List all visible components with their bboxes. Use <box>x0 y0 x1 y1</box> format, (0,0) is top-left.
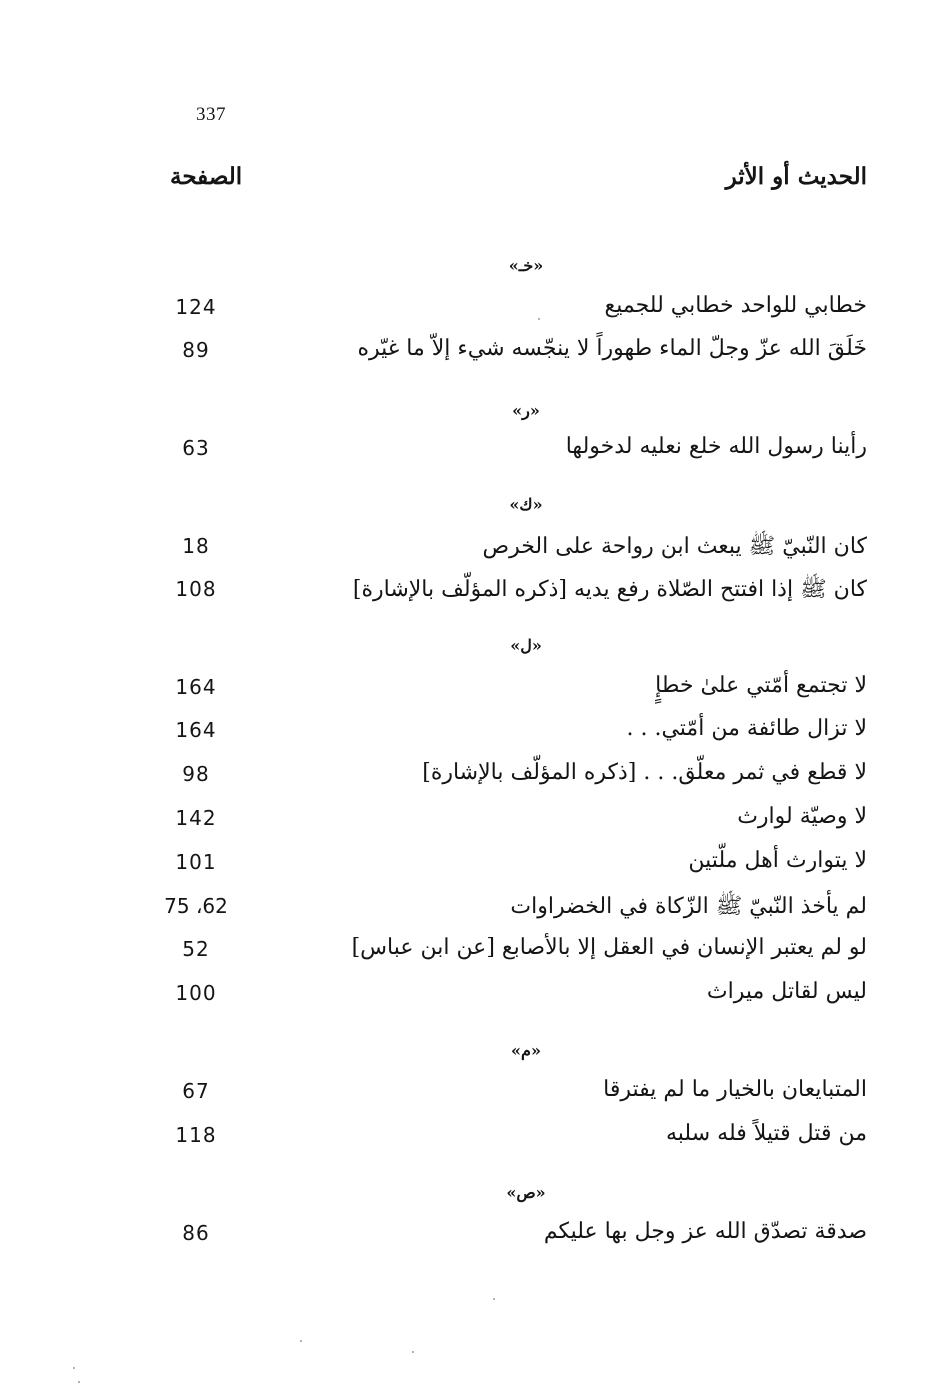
hadith-text: ليس لقاتل ميراث <box>706 979 867 1004</box>
page-reference: 52 <box>182 937 210 961</box>
scan-speck <box>412 1351 414 1353</box>
scan-speck <box>300 1340 302 1342</box>
hadith-text: لا قطع في ثمر معلّق. . . [ذكره المؤلّف بالإشارة] <box>422 760 867 785</box>
page-reference: 75 ،62 <box>164 894 228 918</box>
page-reference: 86 <box>182 1221 210 1245</box>
list-item <box>0 935 933 973</box>
section-letter: «ك» <box>509 495 543 514</box>
list-item <box>0 716 933 754</box>
page-reference: 67 <box>182 1079 210 1103</box>
scan-speck <box>78 1381 80 1383</box>
page-reference: 100 <box>175 981 217 1005</box>
page-reference: 101 <box>175 850 217 874</box>
section-letter: «م» <box>511 1041 541 1060</box>
page-reference: 18 <box>182 534 210 558</box>
page-reference: 124 <box>175 295 217 319</box>
section-letter: «ل» <box>510 636 542 655</box>
hadith-text: خطابي للواحد خطابي للجميع <box>604 293 867 318</box>
list-item <box>0 892 933 930</box>
page-reference: 89 <box>182 338 210 362</box>
section-letter: «ر» <box>512 401 540 420</box>
scan-speck <box>493 1298 495 1300</box>
column-header-page: الصفحة <box>170 163 243 190</box>
list-item <box>0 532 933 570</box>
list-item <box>0 804 933 842</box>
hadith-text: لا يتوارث أهل ملّتين <box>688 848 867 873</box>
page-reference: 98 <box>182 762 210 786</box>
hadith-text: لا تجتمع أمّتي علىٰ خطإٍ <box>655 673 867 698</box>
scan-speck <box>73 1367 75 1369</box>
section-letter: «خـ» <box>508 256 544 275</box>
hadith-text: لم يأخذ النّبيّ ﷺ الزّكاة في الخضراوات <box>510 894 867 919</box>
page-reference: 108 <box>175 577 217 601</box>
hadith-text: لا تزال طائفة من أمّتي. . . <box>626 716 867 741</box>
list-item <box>0 434 933 472</box>
page-reference: 118 <box>175 1123 217 1147</box>
page-reference: 164 <box>175 718 217 742</box>
page-reference: 63 <box>182 436 210 460</box>
hadith-text: لا وصيّة لوارث <box>737 804 867 829</box>
list-item <box>0 336 933 374</box>
page-reference: 142 <box>175 806 217 830</box>
hadith-text: من قتل قتيلاً فله سلبه <box>666 1121 867 1146</box>
scan-speck <box>538 318 540 320</box>
hadith-text: صدقة تصدّق الله عز وجل بها عليكم <box>543 1219 867 1244</box>
list-item <box>0 760 933 798</box>
list-item <box>0 848 933 886</box>
page-reference: 164 <box>175 675 217 699</box>
hadith-text: لو لم يعتبر الإنسان في العقل إلا بالأصابع [عن ابن عباس] <box>351 935 867 960</box>
list-item <box>0 575 933 613</box>
hadith-text: كان النّبيّ ﷺ يبعث ابن رواحة على الخرص <box>482 534 867 559</box>
list-item <box>0 979 933 1017</box>
page-number: 337 <box>196 104 226 125</box>
list-item <box>0 673 933 711</box>
section-letter: «ص» <box>506 1183 546 1202</box>
list-item <box>0 293 933 331</box>
list-item <box>0 1219 933 1257</box>
column-header-hadith: الحديث أو الأثر <box>725 163 867 190</box>
hadith-text: المتبايعان بالخيار ما لم يفترقا <box>603 1077 867 1102</box>
hadith-text: خَلَقَ الله عزّ وجلّ الماء طهوراً لا ينجّسه شيء إلاّ ما غيّره <box>357 336 867 361</box>
list-item <box>0 1121 933 1159</box>
hadith-text: كان ﷺ إذا افتتح الصّلاة رفع يديه [ذكره المؤلّف بالإشارة] <box>352 577 867 602</box>
list-item <box>0 1077 933 1115</box>
hadith-text: رأينا رسول الله خلع نعليه لدخولها <box>565 434 867 459</box>
